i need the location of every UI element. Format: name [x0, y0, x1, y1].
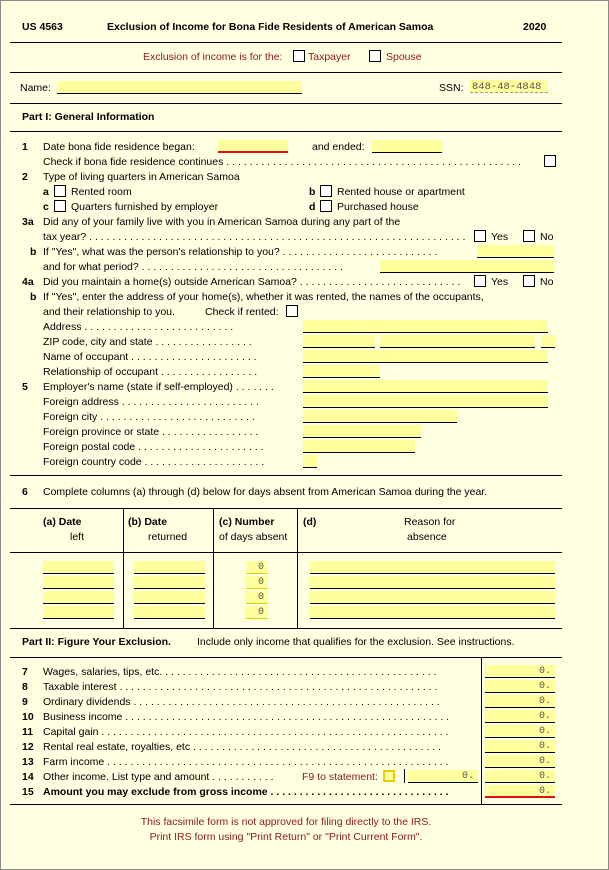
residence-continues-label: Check if bona fide residence continues . . . . . . . . . . . . . . . . . . . . . . . . . . . . . . . . . . . . . . . . . . . . . . . . . . .: [43, 156, 521, 168]
employer-quarters-checkbox[interactable]: [54, 200, 66, 212]
foreign-country-label: Foreign country code . . . . . . . . . . . . . . . . . . . . .: [43, 456, 265, 468]
home-outside-question: Did you maintain a home(s) outside American Samoa? . . . . . . . . . . . . . . . . . . . . . . . . . . . .: [43, 276, 461, 288]
family-live-question: Did any of your family live with you in American Samoa during any part of the: [43, 216, 401, 228]
other-income-amount[interactable]: 0.: [485, 770, 555, 783]
line-2c-letter: c: [43, 201, 49, 213]
taxpayer-checkbox[interactable]: [293, 50, 305, 62]
line-3a-num: 3a: [22, 216, 34, 228]
zip-field[interactable]: [303, 335, 375, 348]
spouse-checkbox[interactable]: [369, 50, 381, 62]
date-returned-field[interactable]: [134, 591, 205, 604]
divider: [10, 552, 562, 553]
line-15-num: 15: [22, 786, 34, 798]
rental-label: Rental real estate, royalties, etc . . . . . . . . . . . . . . . . . . . . . . . . . . . . . . . . . . . . . . . . . . .: [43, 741, 441, 753]
line-4a-num: 4a: [22, 276, 34, 288]
foreign-postal-field[interactable]: [303, 440, 415, 453]
divider: [10, 628, 562, 629]
occupant-relationship-field[interactable]: [303, 365, 380, 378]
capital-gain-amount[interactable]: 0.: [485, 725, 555, 738]
family-no-label: No: [540, 231, 554, 243]
home-address-instructions: If "Yes", enter the address of your home(s), whether it was rented, the names of the occupants,: [43, 291, 484, 303]
col-a-header: (a) Date: [43, 516, 82, 528]
occupant-relationship-label: Relationship of occupant . . . . . . . . . . . . . . . . .: [43, 366, 258, 378]
col-b-header: (b) Date: [128, 516, 168, 528]
f9-statement-checkbox[interactable]: [383, 770, 395, 782]
col-b-header-2: returned: [148, 531, 188, 543]
divider: [10, 657, 562, 658]
days-absent-field[interactable]: 0: [246, 561, 268, 574]
col-d-header-1: Reason for: [404, 516, 456, 528]
zip-city-state-label: ZIP code, city and state . . . . . . . . . . . . . . . . .: [43, 336, 252, 348]
date-left-field[interactable]: [43, 576, 114, 589]
rented-room-label: Rented room: [71, 186, 132, 198]
name-field[interactable]: [57, 81, 302, 94]
date-returned-field[interactable]: [134, 606, 205, 619]
f9-statement-label: F9 to statement:: [302, 771, 378, 783]
wages-label: Wages, salaries, tips, etc. . . . . . . . . . . . . . . . . . . . . . . . . . . . . . . . . . . . . . . . . . . . . . . .: [43, 666, 437, 678]
wages-amount[interactable]: 0.: [485, 665, 555, 678]
business-income-label: Business income . . . . . . . . . . . . . . . . . . . . . . . . . . . . . . . . . . . . . . . . . . . . . . . . . . . . . . . .: [43, 711, 450, 723]
line-7-num: 7: [22, 666, 28, 678]
home-yes-checkbox[interactable]: [474, 275, 486, 287]
date-returned-field[interactable]: [134, 576, 205, 589]
absence-instructions: Complete columns (a) through (d) below for days absent from American Samoa during the year.: [43, 486, 488, 498]
col-c-header-2: of days absent: [219, 531, 288, 543]
family-no-checkbox[interactable]: [523, 230, 535, 242]
col-d-header: (d): [303, 516, 317, 528]
days-absent-field[interactable]: 0: [246, 606, 268, 619]
employer-quarters-label: Quarters furnished by employer: [71, 201, 219, 213]
dividends-amount[interactable]: 0.: [485, 695, 555, 708]
absence-reason-field[interactable]: [310, 561, 555, 574]
part2-subtitle: Include only income that qualifies for the exclusion. See instructions.: [197, 636, 515, 648]
residence-began-label: Date bona fide residence began:: [43, 141, 195, 153]
rented-room-checkbox[interactable]: [54, 185, 66, 197]
residence-ended-field[interactable]: [372, 140, 442, 153]
other-income-type-amount[interactable]: 0.: [408, 770, 478, 783]
divider: [10, 131, 562, 132]
line-2d-letter: d: [309, 201, 316, 213]
spouse-label: Spouse: [386, 51, 422, 63]
rented-house-checkbox[interactable]: [320, 185, 332, 197]
family-yes-label: Yes: [491, 231, 509, 243]
rented-house-label: Rented house or apartment: [337, 186, 465, 198]
residence-began-field[interactable]: [218, 140, 288, 153]
employer-name-label: Employer's name (state if self-employed) . . . . . . .: [43, 381, 274, 393]
occupant-name-label: Name of occupant . . . . . . . . . . . . . . . . . . . . . .: [43, 351, 257, 363]
family-yes-checkbox[interactable]: [474, 230, 486, 242]
purchased-house-label: Purchased house: [337, 201, 419, 213]
period-question: and for what period? . . . . . . . . . . . . . . . . . . . . . . . . . . . . . . . . . . .: [43, 261, 343, 273]
absence-reason-field[interactable]: [310, 591, 555, 604]
rented-checkbox[interactable]: [286, 305, 298, 317]
line-3b-letter: b: [30, 246, 37, 258]
tax-year: 2020: [523, 21, 547, 33]
other-income-label: Other income. List type and amount . . . . . . . . . . .: [43, 771, 274, 783]
line-13-num: 13: [22, 756, 34, 768]
purchased-house-checkbox[interactable]: [320, 200, 332, 212]
days-absent-field[interactable]: 0: [246, 591, 268, 604]
divider: [10, 42, 562, 43]
foreign-city-field[interactable]: [303, 410, 457, 423]
relationship-question: If "Yes", what was the person's relationship to you? . . . . . . . . . . . . . . . . . . . . . . . . . . .: [43, 246, 438, 258]
exclusion-for-label: Exclusion of income is for the:: [143, 51, 283, 63]
col-divider: [297, 508, 298, 628]
divider: [10, 804, 562, 805]
foreign-address-label: Foreign address . . . . . . . . . . . . . . . . . . . . . . . .: [43, 396, 259, 408]
address-field[interactable]: [303, 320, 548, 333]
line-2-num: 2: [22, 171, 28, 183]
occupant-name-field[interactable]: [303, 350, 548, 363]
foreign-province-field[interactable]: [303, 425, 421, 438]
line-1-num: 1: [22, 141, 28, 153]
absence-reason-field[interactable]: [310, 576, 555, 589]
line-12-num: 12: [22, 741, 34, 753]
divider: [10, 508, 562, 509]
foreign-province-label: Foreign province or state . . . . . . . . . . . . . . . . .: [43, 426, 259, 438]
address-label: Address . . . . . . . . . . . . . . . . . . . . . . . . . .: [43, 321, 234, 333]
home-no-label: No: [540, 276, 554, 288]
days-absent-field[interactable]: 0: [246, 576, 268, 589]
business-income-amount[interactable]: 0.: [485, 710, 555, 723]
foreign-address-field[interactable]: [303, 395, 548, 408]
residence-continues-checkbox[interactable]: [544, 155, 556, 167]
city-field[interactable]: [380, 335, 535, 348]
form-title: Exclusion of Income for Bona Fide Residents of American Samoa: [107, 21, 434, 33]
farm-income-amount[interactable]: 0.: [485, 755, 555, 768]
form-id: US 4563: [22, 21, 63, 33]
line-8-num: 8: [22, 681, 28, 693]
family-live-question-cont: tax year? . . . . . . . . . . . . . . . . . . . . . . . . . . . . . . . . . . . . . . . . . . . . . . . . . . . . . . . . . . . . . . . . .: [43, 231, 466, 243]
living-quarters-label: Type of living quarters in American Samoa: [43, 171, 240, 183]
col-divider: [213, 508, 214, 628]
relationship-field[interactable]: [477, 245, 554, 258]
name-label: Name:: [20, 82, 51, 94]
exclusion-total-label: Amount you may exclude from gross income . . . . . . . . . . . . . . . . . . . . . . . . . . . . . . .: [43, 786, 449, 798]
line-14-num: 14: [22, 771, 34, 783]
state-field[interactable]: [541, 335, 555, 348]
farm-income-label: Farm income . . . . . . . . . . . . . . . . . . . . . . . . . . . . . . . . . . . . . . . . . . . . . . . . . . . . . . . . . . .: [43, 756, 449, 768]
col-divider: [123, 508, 124, 628]
amount-col-divider: [481, 657, 482, 804]
residence-ended-label: and ended:: [312, 141, 365, 153]
ssn-field[interactable]: 848-48-4848: [470, 80, 548, 93]
col-d-header-2: absence: [407, 531, 447, 543]
foreign-country-field[interactable]: [303, 455, 317, 468]
absence-reason-field[interactable]: [310, 606, 555, 619]
capital-gain-label: Capital gain . . . . . . . . . . . . . . . . . . . . . . . . . . . . . . . . . . . . . . . . . . . . . . . . . . . . . . . . . . . .: [43, 726, 449, 738]
foreign-postal-label: Foreign postal code . . . . . . . . . . . . . . . . . . . . . .: [43, 441, 264, 453]
part2-title: Part II: Figure Your Exclusion.: [22, 636, 171, 648]
period-field[interactable]: [380, 260, 554, 273]
date-returned-field[interactable]: [134, 561, 205, 574]
col-c-header: (c) Number: [219, 516, 275, 528]
home-yes-label: Yes: [491, 276, 509, 288]
line-6-num: 6: [22, 486, 28, 498]
taxpayer-label: Taxpayer: [308, 51, 351, 63]
interest-label: Taxable interest . . . . . . . . . . . . . . . . . . . . . . . . . . . . . . . . . . . . . . . . . . . . . . . . . . . . . . .: [43, 681, 438, 693]
line-11-num: 11: [22, 726, 34, 738]
home-no-checkbox[interactable]: [523, 275, 535, 287]
check-rented-label: Check if rented:: [205, 306, 279, 318]
part1-title: Part I: General Information: [22, 111, 155, 123]
line-2b-letter: b: [309, 186, 316, 198]
date-left-field[interactable]: [43, 606, 114, 619]
line-10-num: 10: [22, 711, 34, 723]
date-left-field[interactable]: [43, 561, 114, 574]
line-4b-letter: b: [30, 291, 37, 303]
foreign-city-label: Foreign city . . . . . . . . . . . . . . . . . . . . . . . . . . .: [43, 411, 255, 423]
facsimile-notice: This facsimile form is not approved for filing directly to the IRS.: [140, 816, 432, 828]
employer-name-field[interactable]: [303, 380, 548, 393]
rental-amount[interactable]: 0.: [485, 740, 555, 753]
divider: [404, 769, 405, 783]
print-notice: Print IRS form using "Print Return" or "Print Current Form".: [149, 831, 423, 843]
date-left-field[interactable]: [43, 591, 114, 604]
col-a-header-2: left: [70, 531, 85, 543]
divider: [10, 103, 562, 104]
home-address-instructions-cont: and their relationship to you.: [43, 306, 175, 318]
dividends-label: Ordinary dividends . . . . . . . . . . . . . . . . . . . . . . . . . . . . . . . . . . . . . . . . . . . . . . . . . . . . .: [43, 696, 440, 708]
line-5-num: 5: [22, 381, 28, 393]
divider: [10, 72, 562, 73]
line-9-num: 9: [22, 696, 28, 708]
exclusion-total-amount[interactable]: 0.: [485, 785, 555, 798]
divider: [10, 475, 562, 476]
line-2a-letter: a: [43, 186, 49, 198]
ssn-label: SSN:: [439, 82, 464, 94]
interest-amount[interactable]: 0.: [485, 680, 555, 693]
